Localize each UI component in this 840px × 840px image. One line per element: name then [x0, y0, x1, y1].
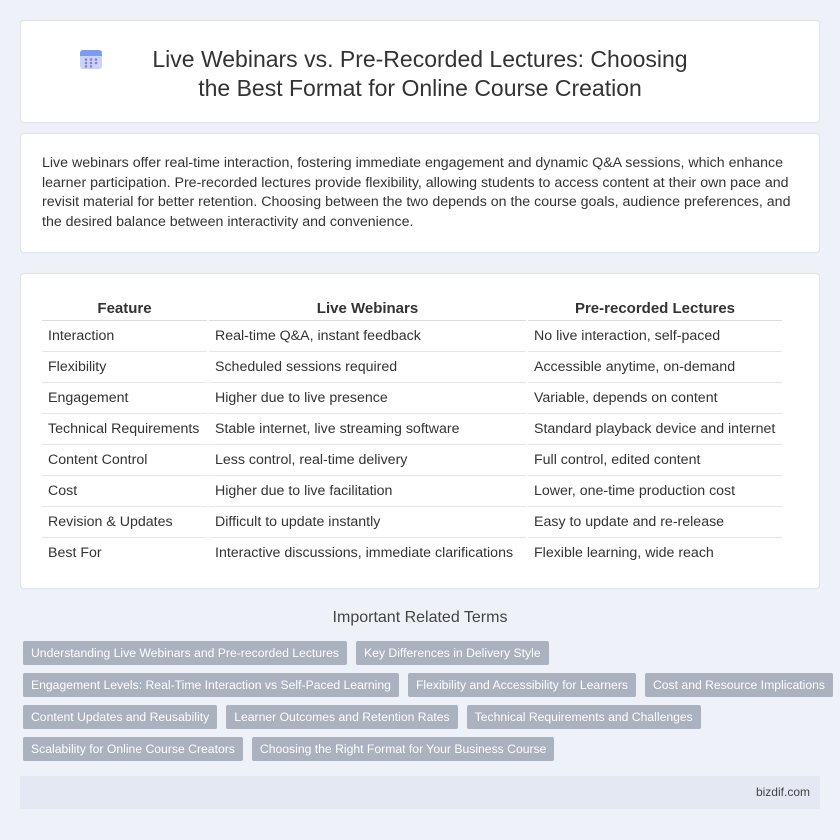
cell-live-webinars: Higher due to live facilitation [208, 475, 527, 506]
related-terms-title: Important Related Terms [332, 609, 508, 626]
comparison-table [42, 298, 782, 568]
cell-live-webinars: Difficult to update instantly [208, 506, 527, 537]
cell-feature: Content Control [42, 444, 208, 475]
related-term-tag[interactable]: Cost and Resource Implications [645, 673, 833, 697]
cell-pre-recorded: Standard playback device and internet [527, 413, 782, 444]
cell-pre-recorded: Variable, depends on content [527, 382, 782, 413]
cell-pre-recorded: Full control, edited content [527, 444, 782, 475]
related-term-tag[interactable]: Engagement Levels: Real-Time Interaction vs Self-Paced Learning [23, 673, 399, 697]
cell-live-webinars: Less control, real-time delivery [208, 444, 527, 475]
related-terms-list [23, 641, 826, 769]
column-header-live-webinars: Live Webinars [208, 298, 527, 320]
column-header-pre-recorded: Pre-recorded Lectures [527, 298, 782, 320]
related-term-tag[interactable]: Understanding Live Webinars and Pre-recorded Lectures [23, 641, 347, 665]
footer [20, 776, 820, 809]
cell-live-webinars: Real-time Q&A, instant feedback [208, 320, 527, 351]
cell-feature: Best For [48, 544, 102, 561]
footer-site-link[interactable]: bizdif.com [755, 785, 810, 799]
related-term-tag[interactable]: Choosing the Right Format for Your Business Course [252, 737, 555, 761]
cell-live-webinars: Interactive discussions, immediate clarifications [208, 537, 527, 568]
intro-card [20, 133, 820, 253]
related-term-tag[interactable]: Key Differences in Delivery Style [356, 641, 549, 665]
cell-feature: Revision & Updates [42, 506, 208, 537]
comparison-card [20, 273, 820, 589]
related-term-tag[interactable]: Flexibility and Accessibility for Learners [408, 673, 636, 697]
table-row [42, 413, 782, 444]
table-row [42, 537, 782, 568]
intro-paragraph: Live webinars offer real-time interaction, fostering immediate engagement and dynamic Q&A sessions, which enhance learner participation. Pre-recorded lectures provide flexibility, allowing students to access content at their own pace and revisit material for better retention. Choosing between the two depends on the course goals, audience preferences, and the desired balance between interactivity and convenience. [42, 155, 791, 230]
table-row [42, 506, 782, 537]
related-term-tag[interactable]: Technical Requirements and Challenges [467, 705, 701, 729]
table-row [42, 320, 782, 351]
table-row [42, 351, 782, 382]
cell-live-webinars: Higher due to live presence [208, 382, 527, 413]
related-term-tag[interactable]: Content Updates and Reusability [23, 705, 217, 729]
table-row [42, 475, 782, 506]
cell-feature: Engagement [42, 382, 208, 413]
cell-feature: Technical Requirements [42, 413, 208, 444]
cell-feature: Cost [42, 475, 208, 506]
cell-pre-recorded: No live interaction, self-paced [527, 320, 782, 351]
cell-feature: Flexibility [42, 351, 208, 382]
cell-pre-recorded: Lower, one-time production cost [527, 475, 782, 506]
page-title: Live Webinars vs. Pre-Recorded Lectures: Choosing the Best Format for Online Course Creation [152, 46, 688, 101]
cell-pre-recorded: Accessible anytime, on-demand [527, 351, 782, 382]
cell-live-webinars: Stable internet, live streaming software [208, 413, 527, 444]
cell-feature: Interaction [42, 320, 208, 351]
table-row [42, 382, 782, 413]
column-header-feature: Feature [42, 298, 208, 320]
related-term-tag[interactable]: Scalability for Online Course Creators [23, 737, 243, 761]
table-header-row [42, 298, 782, 320]
title-card [20, 20, 820, 123]
cell-pre-recorded: Flexible learning, wide reach [527, 537, 782, 568]
table-row [42, 444, 782, 475]
related-term-tag[interactable]: Learner Outcomes and Retention Rates [226, 705, 457, 729]
cell-live-webinars: Scheduled sessions required [208, 351, 527, 382]
cell-pre-recorded: Easy to update and re-release [527, 506, 782, 537]
